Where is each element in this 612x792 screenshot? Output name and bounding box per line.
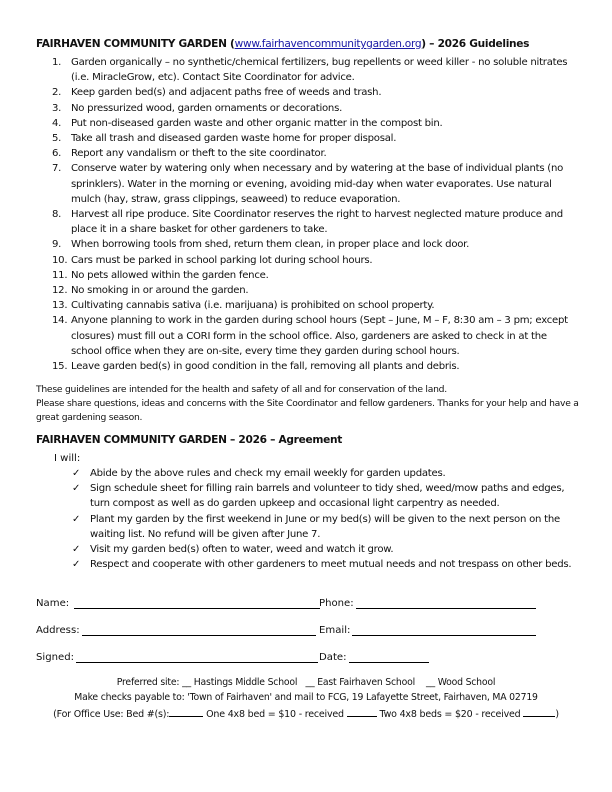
two-bed-received-blank[interactable] bbox=[523, 707, 555, 717]
site-hastings-label: Hastings Middle School bbox=[193, 677, 298, 688]
address-label: Address: bbox=[36, 625, 80, 636]
rule-item bbox=[36, 55, 576, 85]
rule-number: 4. bbox=[52, 117, 62, 129]
rule-text: Anyone planning to work in the garden during school hours (Sept – June, M – F, 8:30 am – 3 pm; except closures) must fill out a CORI form in the school office. Also, gardeners are asked to check in at the school office when they are on-site, every time they garden during school hours. bbox=[71, 315, 568, 357]
website-link[interactable]: www.fairhavencommunitygarden.org bbox=[234, 38, 422, 50]
date-input-line[interactable] bbox=[349, 651, 429, 663]
phone-label: Phone: bbox=[319, 598, 354, 609]
site-east-fairhaven-blank[interactable]: __ bbox=[305, 677, 315, 688]
rule-item bbox=[36, 131, 576, 146]
email-input-line[interactable] bbox=[352, 624, 536, 636]
agreement-text: Abide by the above rules and check my email weekly for garden updates. bbox=[90, 468, 446, 479]
checkmark-icon: ✓ bbox=[72, 559, 81, 571]
rule-item bbox=[36, 101, 576, 116]
preferred-site-label: Preferred site: bbox=[116, 677, 180, 688]
rule-text: Take all trash and diseased garden waste home for proper disposal. bbox=[71, 133, 397, 145]
address-field[interactable] bbox=[36, 624, 316, 636]
address-input-line[interactable] bbox=[82, 624, 316, 636]
bed-number-blank[interactable] bbox=[169, 707, 203, 717]
guidelines-note-thanks: Please share questions, ideas and concerns with the Site Coordinator and fellow gardeners. Thanks for your help and have a great gardening season. bbox=[36, 398, 579, 423]
email-label: Email: bbox=[319, 625, 351, 636]
rule-text: No pets allowed within the garden fence. bbox=[71, 269, 269, 281]
preferred-site-line bbox=[0, 677, 612, 688]
rule-number: 13. bbox=[52, 300, 68, 312]
agreement-item bbox=[72, 557, 582, 572]
two-bed-price: Two 4x8 beds = $20 - received bbox=[379, 709, 521, 720]
rule-item bbox=[36, 298, 576, 313]
date-label: Date: bbox=[319, 652, 347, 663]
rule-item bbox=[36, 146, 576, 161]
rule-number: 3. bbox=[52, 102, 62, 114]
one-bed-received-blank[interactable] bbox=[347, 707, 377, 717]
rule-number: 5. bbox=[52, 133, 62, 145]
phone-field[interactable] bbox=[319, 597, 536, 609]
rule-number: 15. bbox=[52, 361, 68, 373]
signed-field[interactable] bbox=[36, 651, 318, 663]
rule-number: 10. bbox=[52, 254, 68, 266]
rule-item bbox=[36, 237, 576, 252]
agreement-text: Plant my garden by the first weekend in June or my bed(s) will be given to the next person on the waiting list. No refund will be given after June 7. bbox=[90, 513, 560, 540]
guidelines-title bbox=[36, 38, 529, 50]
signature-input-line[interactable] bbox=[76, 651, 318, 663]
guidelines-note-safety: These guidelines are intended for the health and safety of all and for conservation of the land. bbox=[36, 384, 447, 395]
guidelines-title-suffix: ) – 2026 Guidelines bbox=[421, 38, 530, 50]
site-hastings-blank[interactable]: __ bbox=[182, 677, 191, 688]
email-field[interactable] bbox=[319, 624, 536, 636]
rule-number: 14. bbox=[52, 315, 68, 327]
phone-input-line[interactable] bbox=[356, 597, 536, 609]
rule-item bbox=[36, 161, 576, 207]
rule-item bbox=[36, 283, 576, 298]
rule-item bbox=[36, 359, 576, 374]
office-use-line bbox=[0, 707, 612, 720]
office-use-suffix: ) bbox=[555, 709, 559, 720]
date-field[interactable] bbox=[319, 651, 429, 663]
agreement-item bbox=[72, 512, 582, 542]
rule-text: Leave garden bed(s) in good condition in the fall, removing all plants and debris. bbox=[71, 361, 460, 373]
checkmark-icon: ✓ bbox=[72, 483, 81, 495]
rule-text: Report any vandalism or theft to the site coordinator. bbox=[71, 148, 327, 160]
agreement-text: Sign schedule sheet for filling rain barrels and volunteer to tidy shed, weed/mow paths and edges, turn compost as well as do garden upkeep and occasional light carpentry as needed. bbox=[90, 483, 565, 510]
payment-instructions: Make checks payable to: 'Town of Fairhaven' and mail to FCG, 19 Lafayette Street, Fairhaven, MA 02719 bbox=[74, 692, 538, 703]
checkmark-icon: ✓ bbox=[72, 544, 81, 556]
rule-text: No pressurized wood, garden ornaments or decorations. bbox=[71, 102, 343, 114]
rule-text: No smoking in or around the garden. bbox=[71, 285, 249, 297]
rule-item bbox=[36, 268, 576, 283]
agreement-list bbox=[72, 466, 582, 572]
agreement-item bbox=[72, 481, 582, 511]
rule-item bbox=[36, 313, 576, 359]
agreement-item bbox=[72, 466, 582, 481]
rule-item bbox=[36, 116, 576, 131]
rule-text: Cars must be parked in school parking lot during school hours. bbox=[71, 254, 373, 266]
rule-number: 1. bbox=[52, 57, 62, 68]
rule-text: When borrowing tools from shed, return them clean, in proper place and lock door. bbox=[71, 239, 470, 251]
agreement-item bbox=[72, 542, 582, 557]
one-bed-price: One 4x8 bed = $10 - received bbox=[206, 709, 344, 720]
rule-text: Cultivating cannabis sativa (i.e. marijuana) is prohibited on school property. bbox=[71, 300, 435, 312]
rule-text: Put non-diseased garden waste and other organic matter in the compost bin. bbox=[71, 117, 443, 129]
rule-item bbox=[36, 85, 576, 100]
agreement-text: Visit my garden bed(s) often to water, weed and watch it grow. bbox=[90, 544, 394, 556]
rule-text: Garden organically – no synthetic/chemical fertilizers, bug repellents or weed killer - no soluble nitrates (i.e. MiracleGrow, etc). Contact Site Coordinator for advice. bbox=[71, 57, 568, 84]
agreement-text: Respect and cooperate with other gardeners to meet mutual needs and not trespass on other beds. bbox=[90, 559, 572, 571]
office-use-prefix: (For Office Use: Bed #(s): bbox=[53, 709, 170, 720]
rule-number: 8. bbox=[52, 209, 62, 221]
rule-item bbox=[36, 253, 576, 268]
guidelines-title-prefix: FAIRHAVEN COMMUNITY GARDEN ( bbox=[36, 38, 235, 50]
name-input-line[interactable] bbox=[74, 597, 320, 609]
rule-text: Harvest all ripe produce. Site Coordinator reserves the right to harvest neglected mature produce and place it in a share basket for other gardeners to take. bbox=[71, 209, 563, 236]
rule-number: 9. bbox=[52, 239, 62, 251]
signed-label: Signed: bbox=[36, 652, 75, 663]
site-wood-blank[interactable]: __ bbox=[426, 677, 435, 688]
rule-number: 7. bbox=[52, 163, 62, 175]
site-wood-label: Wood School bbox=[437, 677, 496, 688]
rule-text: Conserve water by watering only when necessary and by watering at the base of individual plants (no sprinklers). Water in the morning or evening, avoiding mid-day when water evaporates. Use natural mulch (hay, straw, grass clippings, seaweed) to reduce evaporation. bbox=[71, 163, 564, 205]
rule-number: 11. bbox=[52, 269, 68, 281]
name-label: Name: bbox=[36, 598, 70, 609]
rule-number: 2. bbox=[52, 87, 62, 99]
agreement-title: FAIRHAVEN COMMUNITY GARDEN – 2026 – Agreement bbox=[36, 434, 342, 446]
name-field[interactable] bbox=[36, 597, 320, 609]
agreement-intro: I will: bbox=[54, 453, 81, 464]
guidelines-list bbox=[36, 55, 576, 374]
rule-number: 6. bbox=[52, 148, 62, 160]
site-east-fairhaven-label: East Fairhaven School bbox=[317, 677, 415, 688]
checkmark-icon: ✓ bbox=[72, 513, 81, 525]
rule-number: 12. bbox=[52, 285, 68, 297]
rule-text: Keep garden bed(s) and adjacent paths free of weeds and trash. bbox=[71, 87, 382, 99]
rule-item bbox=[36, 207, 576, 237]
checkmark-icon: ✓ bbox=[72, 468, 81, 479]
